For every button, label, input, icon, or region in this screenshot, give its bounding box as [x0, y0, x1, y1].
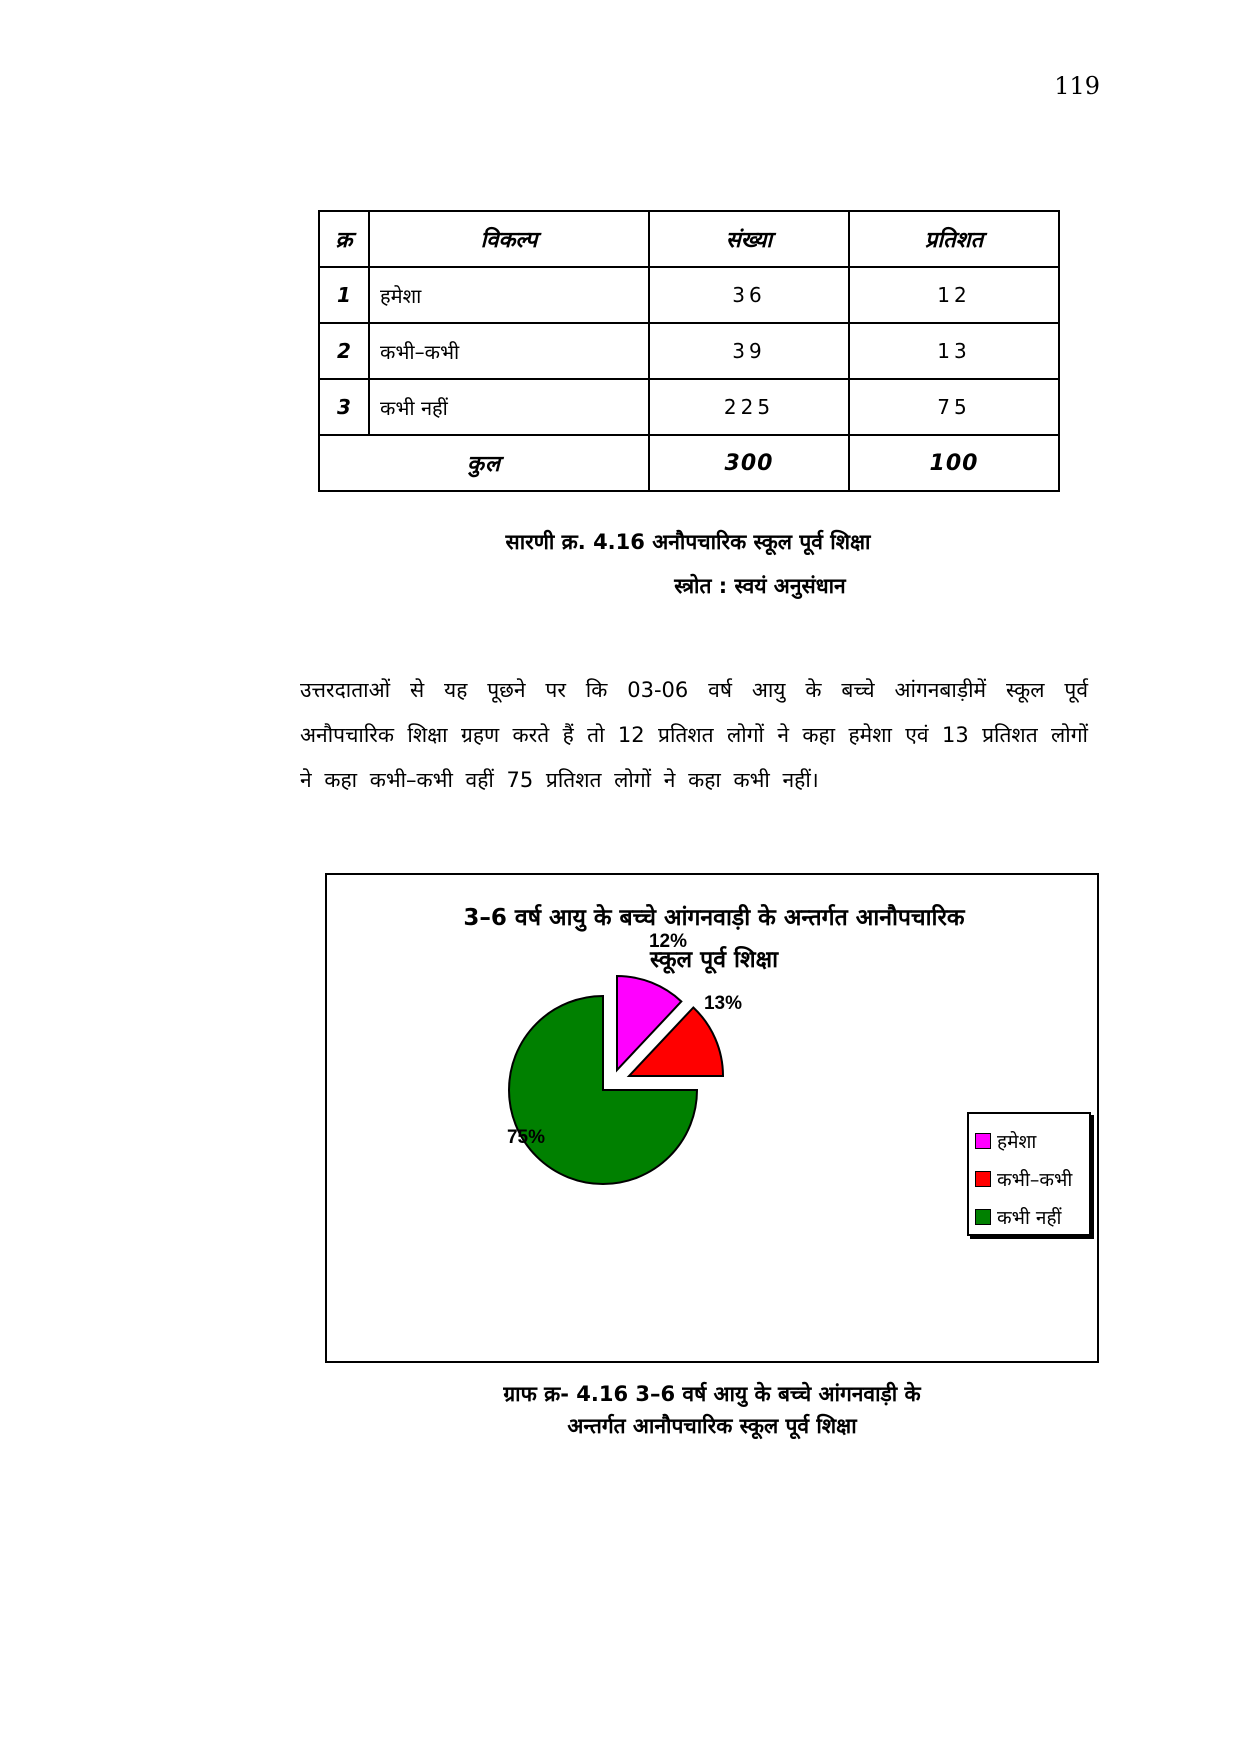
header-serial: क्र — [319, 211, 369, 267]
pie-data-label: 12% — [648, 931, 688, 952]
header-percent: प्रतिशत — [849, 211, 1059, 267]
row-count: 39 — [649, 323, 849, 379]
legend-label: कभी–कभी — [997, 1169, 1073, 1191]
legend-item — [975, 1198, 1083, 1236]
legend-swatch — [975, 1133, 991, 1149]
legend-label: हमेशा — [997, 1131, 1037, 1153]
pie-chart — [325, 873, 1099, 1363]
row-option: कभी नहीं — [369, 379, 649, 435]
chart-caption-line-2: अन्तर्गत आनौपचारिक स्कूल पूर्व शिक्षा — [567, 1414, 857, 1438]
pie-data-label: 13% — [703, 993, 743, 1014]
header-option: विकल्प — [369, 211, 649, 267]
row-percent: 13 — [849, 323, 1059, 379]
row-serial: 2 — [319, 323, 369, 379]
data-table — [318, 210, 1060, 492]
page-number: 119 — [1054, 72, 1100, 100]
pie-slice — [506, 996, 697, 1184]
table-source: स्त्रोत : स्वयं अनुसंधान — [674, 574, 846, 598]
chart-caption-line-1: ग्राफ क्र- 4.16 3–6 वर्ष आयु के बच्चे आंगनवाड़ी के — [503, 1382, 921, 1406]
table-caption: सारणी क्र. 4.16 अनौपचारिक स्कूल पूर्व शिक्षा — [505, 530, 871, 554]
legend-label: कभी नहीं — [997, 1207, 1062, 1229]
row-option: कभी–कभी — [369, 323, 649, 379]
total-label: कुल — [319, 435, 649, 491]
chart-title-line-1: 3–6 वर्ष आयु के बच्चे आंगनवाड़ी के अन्तर्गत आनौपचारिक — [463, 905, 965, 931]
legend-item — [975, 1122, 1083, 1160]
table-row — [319, 267, 1059, 323]
row-serial: 1 — [319, 267, 369, 323]
total-percent: 100 — [849, 435, 1059, 491]
table-row — [319, 379, 1059, 435]
legend-swatch — [975, 1171, 991, 1187]
chart-caption — [325, 1378, 1099, 1442]
row-count: 36 — [649, 267, 849, 323]
chart-legend — [967, 1112, 1091, 1236]
body-paragraph: उत्तरदाताओं से यह पूछने पर कि 03-06 वर्ष आयु के बच्चे आंगनबाड़ीमें स्कूल पूर्व अनौपचारिक शिक्षा ग्रहण करते हैं तो 12 प्रतिशत लोगों ने कहा हमेशा एवं 13 प्रतिशत लोगों ने कहा कभी–कभी वहीं 75 प्रतिशत लोगों ने कहा कभी नहीं। — [300, 678, 1088, 792]
header-count: संख्या — [649, 211, 849, 267]
pie-data-label: 75% — [506, 1127, 546, 1148]
total-count: 300 — [649, 435, 849, 491]
table-row — [319, 323, 1059, 379]
legend-item — [975, 1160, 1083, 1198]
table-total-row — [319, 435, 1059, 491]
row-percent: 75 — [849, 379, 1059, 435]
row-serial: 3 — [319, 379, 369, 435]
legend-swatch — [975, 1209, 991, 1225]
row-count: 225 — [649, 379, 849, 435]
row-option: हमेशा — [369, 267, 649, 323]
row-percent: 12 — [849, 267, 1059, 323]
chart-title-line-2: स्कूल पूर्व शिक्षा — [649, 947, 779, 973]
table-header-row — [319, 211, 1059, 267]
